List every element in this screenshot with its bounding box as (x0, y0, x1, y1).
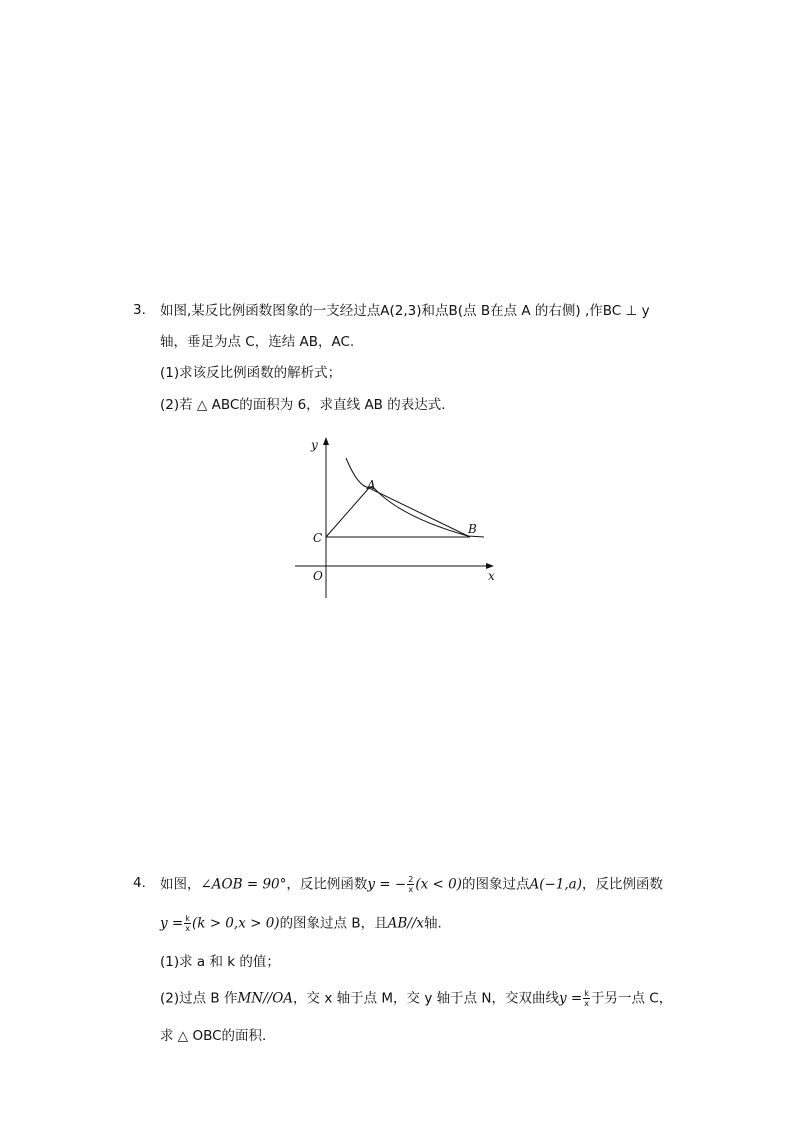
question-number: 3. (133, 302, 146, 318)
part-2-line1: (2)过点 B 作MN//OA，交 x 轴于点 M，交 y 轴于点 N，交双曲线y = $\frac{k}{x}$ 于另一点 C， (160, 989, 673, 1008)
question-stem-line1: 如图,某反比例函数图象的一支经过点A(2,3)和点B(点 B在点 A 的右侧) ,作BC ⊥ y (160, 303, 650, 319)
segment-AB (369, 488, 470, 537)
label-A: A (367, 478, 376, 492)
y-axis-arrow (323, 437, 329, 445)
hyperbola-figure (290, 432, 505, 602)
label-B: B (468, 522, 477, 536)
segment-AC (326, 488, 369, 537)
part-1: (1)求 a 和 k 的值； (160, 954, 280, 970)
fraction: $\frac{k}{x}$ (185, 914, 190, 933)
label-C: C (313, 531, 323, 545)
label-x: x (488, 569, 495, 583)
question-stem-line2: 轴，垂足为点 C，连结 AB，AC. (160, 334, 355, 350)
question-stem-line2: y = $\frac{k}{x}$ (k > 0,x > 0)的图象过点 B，且AB//x轴. (160, 914, 442, 933)
part-1: (1)求该反比例函数的解析式； (160, 365, 342, 381)
hyperbola-curve (346, 458, 484, 537)
part-2: (2)若 △ ABC的面积为 6，求直线 AB 的表达式. (160, 397, 446, 413)
label-O: O (313, 569, 323, 583)
fraction: $\frac{2}{x}$ (408, 875, 414, 894)
question-stem-line1: 如图，∠AOB = 90°，反比例函数y = − $\frac{2}{x}$ (x < 0)的图象过点A(−1,a)，反比例函数 (160, 875, 663, 894)
question-number: 4. (133, 875, 146, 891)
part-2-line2: 求 △ OBC的面积. (160, 1028, 267, 1044)
fraction: $\frac{k}{x}$ (584, 989, 589, 1008)
label-y: y (311, 438, 318, 452)
